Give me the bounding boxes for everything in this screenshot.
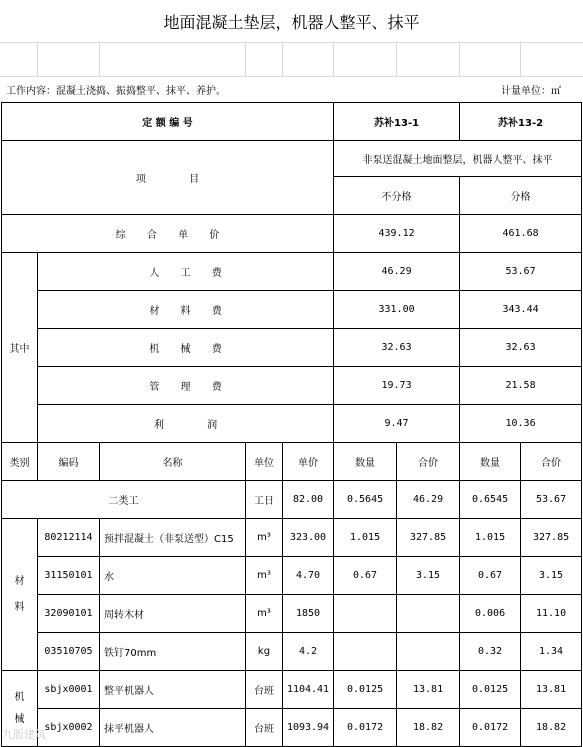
labor-sum-2: 53.67 (521, 481, 582, 519)
quota-code-1: 苏补13-1 (334, 103, 460, 141)
breakdown-row (2, 253, 582, 291)
material-unit: m³ (246, 595, 283, 633)
material-qty-2: 0.006 (460, 595, 521, 633)
breakdown-label: 材 料 费 (38, 291, 334, 329)
breakdown-value-1: 19.73 (334, 367, 460, 405)
watermark-text: 九版建筑 (2, 728, 46, 741)
material-code: 80212114 (38, 519, 100, 557)
breakdown-row (2, 291, 582, 329)
breakdown-value-2: 53.67 (460, 253, 582, 291)
machine-name: 整平机器人 (100, 671, 246, 709)
breakdown-value-2: 21.58 (460, 367, 582, 405)
total-label: 综 合 单 价 (2, 215, 334, 253)
material-sum-2: 1.34 (521, 633, 582, 671)
material-row (2, 557, 582, 595)
material-row (2, 633, 582, 671)
labor-name: 二类工 (2, 481, 246, 519)
total-value-2: 461.68 (460, 215, 582, 253)
detail-header-row (2, 443, 582, 481)
machine-sum-1: 13.81 (397, 671, 460, 709)
col-price: 单价 (283, 443, 334, 481)
breakdown-value-1: 46.29 (334, 253, 460, 291)
labor-qty-1: 0.5645 (334, 481, 397, 519)
material-category-text: 材料 (14, 575, 25, 613)
breakdown-row (2, 367, 582, 405)
machine-sum-2: 18.82 (521, 709, 582, 747)
material-sum-1 (397, 595, 460, 633)
machine-row (2, 671, 582, 709)
machine-price: 1104.41 (283, 671, 334, 709)
total-value-1: 439.12 (334, 215, 460, 253)
quota-table (1, 102, 582, 747)
machine-qty-1: 0.0125 (334, 671, 397, 709)
breakdown-value-1: 9.47 (334, 405, 460, 443)
breakdown-value-1: 32.63 (334, 329, 460, 367)
material-sum-2: 11.10 (521, 595, 582, 633)
item-description: 非泵送混凝土地面整层，机器人整平、抹平 (334, 141, 582, 177)
col-qty-2: 数量 (460, 443, 521, 481)
machine-price: 1093.94 (283, 709, 334, 747)
machine-category-text: 机械 (14, 691, 25, 725)
breakdown-row (2, 405, 582, 443)
material-row (2, 519, 582, 557)
breakdown-value-1: 331.00 (334, 291, 460, 329)
work-content: 工作内容：混凝土浇捣、振捣整平、抹平、养护。 (6, 86, 226, 97)
total-price-row (2, 215, 582, 253)
labor-sum-1: 46.29 (397, 481, 460, 519)
material-sum-1: 327.85 (397, 519, 460, 557)
material-sum-2: 3.15 (521, 557, 582, 595)
breakdown-value-2: 32.63 (460, 329, 582, 367)
machine-qty-2: 0.0172 (460, 709, 521, 747)
material-row (2, 595, 582, 633)
labor-price: 82.00 (283, 481, 334, 519)
machine-name: 抹平机器人 (100, 709, 246, 747)
machine-qty-2: 0.0125 (460, 671, 521, 709)
item-desc-row (2, 141, 582, 177)
breakdown-value-2: 10.36 (460, 405, 582, 443)
material-sum-1: 3.15 (397, 557, 460, 595)
machine-code: sbjx0001 (38, 671, 100, 709)
quota-code-2: 苏补13-2 (460, 103, 582, 141)
material-code: 31150101 (38, 557, 100, 595)
labor-row (2, 481, 582, 519)
col-qty-1: 数量 (334, 443, 397, 481)
breakdown-label: 机 械 费 (38, 329, 334, 367)
material-qty-2: 0.67 (460, 557, 521, 595)
col-sum-1: 合价 (397, 443, 460, 481)
page-title: 地面混凝土垫层，机器人整平、抹平 (163, 12, 420, 32)
material-price: 4.2 (283, 633, 334, 671)
breakdown-row (2, 329, 582, 367)
material-code: 03510705 (38, 633, 100, 671)
labor-unit: 工日 (246, 481, 283, 519)
material-qty-1 (334, 595, 397, 633)
material-qty-1 (334, 633, 397, 671)
material-qty-2: 1.015 (460, 519, 521, 557)
material-name: 周转木材 (100, 595, 246, 633)
quota-no-label: 定 额 编 号 (2, 103, 334, 141)
material-unit: kg (246, 633, 283, 671)
option-1: 不分格 (334, 177, 460, 215)
machine-code: sbjx0002 (38, 709, 100, 747)
option-2: 分格 (460, 177, 582, 215)
material-name: 预拌混凝土（非泵送型）C15 (100, 519, 246, 557)
material-sum-1 (397, 633, 460, 671)
breakdown-value-2: 343.44 (460, 291, 582, 329)
col-name: 名称 (100, 443, 246, 481)
material-name: 水 (100, 557, 246, 595)
machine-sum-2: 13.81 (521, 671, 582, 709)
col-category: 类别 (2, 443, 38, 481)
material-unit: m³ (246, 519, 283, 557)
item-label: 项 目 (2, 141, 334, 215)
material-qty-2: 0.32 (460, 633, 521, 671)
col-sum-2: 合价 (521, 443, 582, 481)
material-unit: m³ (246, 557, 283, 595)
breakdown-label: 人 工 费 (38, 253, 334, 291)
breakdown-label: 管 理 费 (38, 367, 334, 405)
machine-qty-1: 0.0172 (334, 709, 397, 747)
labor-qty-2: 0.6545 (460, 481, 521, 519)
material-price: 1850 (283, 595, 334, 633)
unit-label: 计量单位：㎡ (501, 86, 561, 97)
material-price: 4.70 (283, 557, 334, 595)
material-category (2, 519, 38, 671)
material-qty-1: 1.015 (334, 519, 397, 557)
breakdown-label: 利 润 (38, 405, 334, 443)
material-qty-1: 0.67 (334, 557, 397, 595)
col-unit: 单位 (246, 443, 283, 481)
material-sum-2: 327.85 (521, 519, 582, 557)
machine-unit: 台班 (246, 671, 283, 709)
breakdown-group-label: 其中 (2, 253, 38, 443)
material-name: 铁钉70mm (100, 633, 246, 671)
col-code: 编码 (38, 443, 100, 481)
machine-sum-1: 18.82 (397, 709, 460, 747)
material-code: 32090101 (38, 595, 100, 633)
quota-number-row (2, 103, 582, 141)
machine-row (2, 709, 582, 747)
material-price: 323.00 (283, 519, 334, 557)
machine-unit: 台班 (246, 709, 283, 747)
